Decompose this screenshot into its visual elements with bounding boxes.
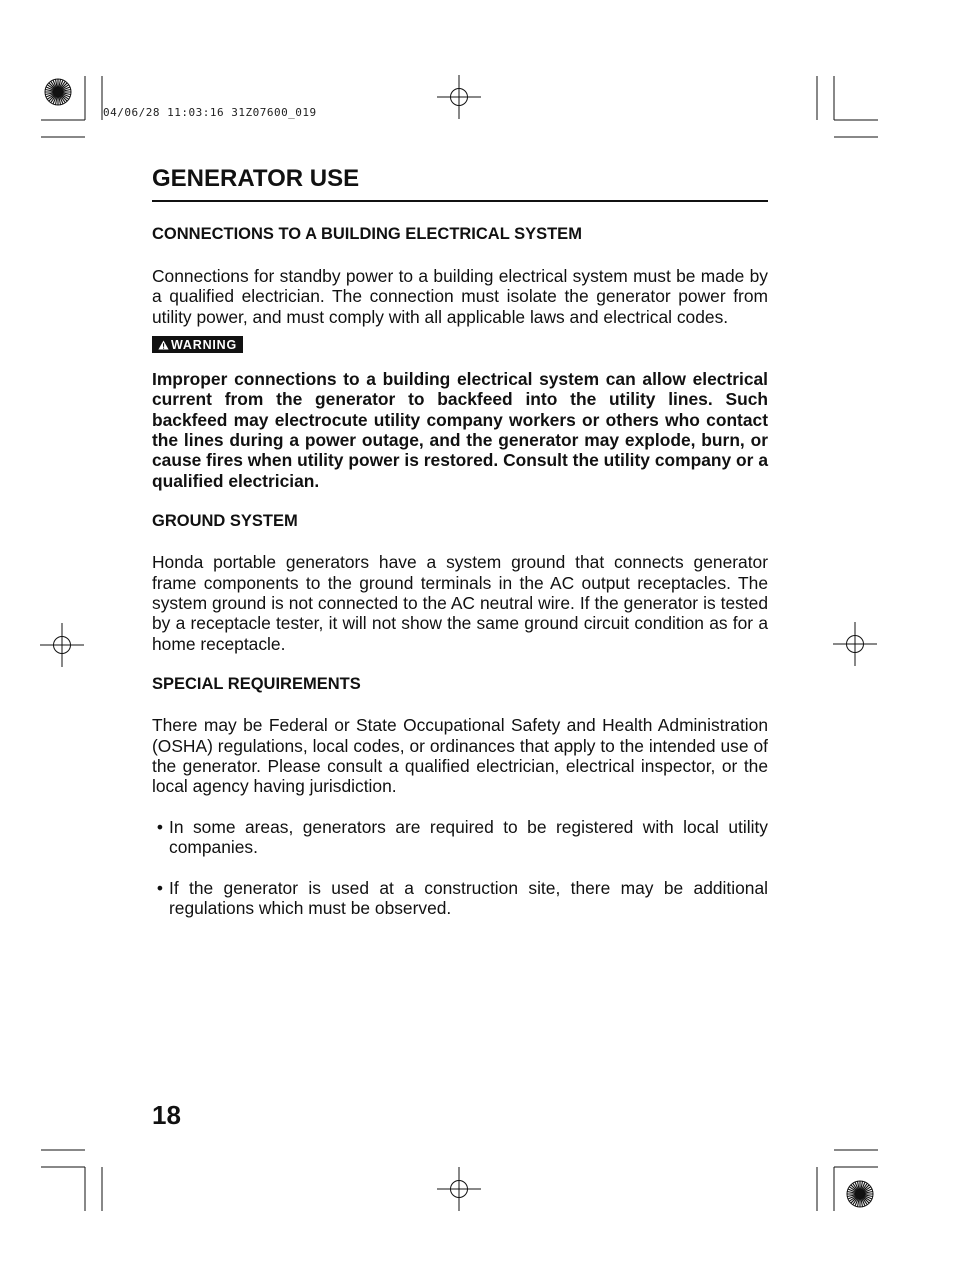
list-item [152,817,768,858]
registration-crosshair-bottom [437,1167,481,1211]
bullet-text: In some areas, generators are required to be registered with local utility companies. [169,816,768,858]
heading-connections: CONNECTIONS TO A BUILDING ELECTRICAL SYSTEM [152,225,582,243]
crop-mark-bottom-right [817,1150,878,1211]
crop-mark-top-right [817,76,878,137]
registration-sunburst-top-left [45,79,71,105]
warning-text: Improper connections to a building electrical system can allow electrical current from the generator to backfeed into the utility lines. Such backfeed may electrocute utility company workers or others who contact the lines during a power outage, and the generator may explode, burn, or cause fires when utility power is restored. Consult the utility company or a qualified electrician. [152,368,768,491]
warning-label: WARNING [171,337,238,352]
paragraph-special-requirements: There may be Federal or State Occupational Safety and Health Administration (OSHA) regulations, local codes, or ordinances that apply to the intended use of the generator. Please consult a qualified electrician, electrical inspector, or the local agency having jurisdiction. [152,715,768,797]
registration-sunburst-bottom-right [847,1181,873,1207]
warning-badge [152,336,243,353]
registration-crosshair-right [833,622,877,666]
bullet-marker: • [156,816,163,837]
bullet-text: If the generator is used at a construction site, there may be additional regulations which must be observed. [169,877,768,919]
registration-crosshair-left [40,623,84,667]
crop-mark-bottom-left [41,1150,102,1211]
registration-crosshair-top [437,75,481,119]
page-number: 18 [152,1100,181,1130]
crop-mark-top-left [41,76,102,120]
paragraph-connections: Connections for standby power to a building electrical system must be made by a qualified electrician. The connection must isolate the generator power from utility power, and must comply with all applicable laws and electrical codes. [152,266,768,327]
print-slug: 04/06/28 11:03:16 31Z07600_019 [103,106,317,119]
list-item [152,878,768,919]
page-content [152,164,768,918]
warning-triangle-icon [158,340,169,350]
heading-ground-system: GROUND SYSTEM [152,512,298,531]
paragraph-ground-system: Honda portable generators have a system ground that connects generator frame components to the ground terminals in the AC output receptacles. The system ground is not connected to the AC neutral wire. If the generator is tested by a receptacle tester, it will not show the same ground circuit condition as for a home receptacle. [152,552,768,654]
bullet-marker: • [156,877,163,898]
heading-special-requirements: SPECIAL REQUIREMENTS [152,675,361,694]
page-title: GENERATOR USE [152,164,768,202]
